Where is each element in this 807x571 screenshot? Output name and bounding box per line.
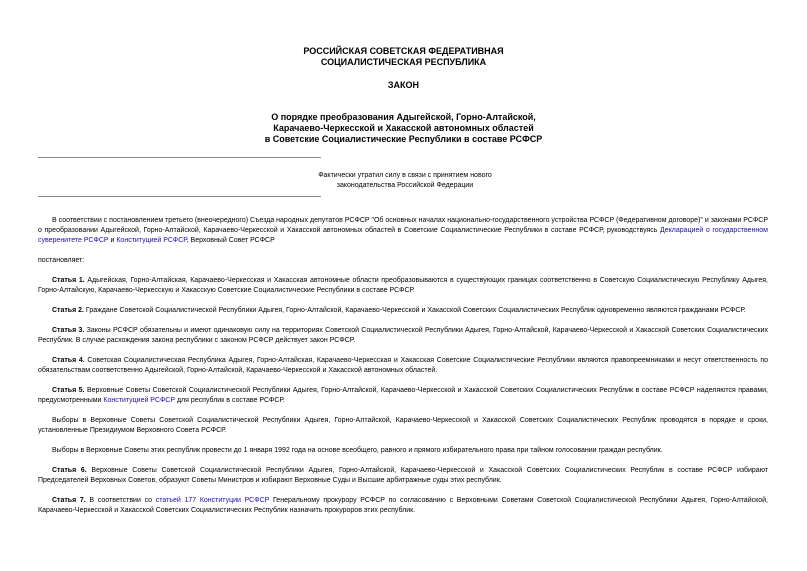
resolves-line: постановляет: [38,257,85,264]
article-6-label: Статья 6. [52,467,87,474]
article-5-label: Статья 5. [52,387,85,394]
state-name-header [0,46,807,68]
article-1 [38,276,768,296]
article-2-label: Статья 2. [52,307,84,314]
article-5-paragraph-3: Выборы в Верховные Советы этих республик провести до 1 января 1992 года на основе всеобщего, равного и прямого избирательного права при тайном голосовании граждан республик. [52,447,663,454]
preamble [38,216,768,246]
article-7-text-2: Генеральному прокурору РСФСР по согласованию с Верховными Советами Советской Социалистической Республики Адыгея, Горно-Алтайской, Карачаево-Черкесской и Хакасской Советских Социалистических Республик назначить прокуроров этих республик. [38,497,769,514]
document-title [0,112,807,145]
article-2 [38,306,768,316]
article-177-link[interactable]: статьей 177 Конституции РСФСР [155,497,270,504]
state-name-line-2: СОЦИАЛИСТИЧЕСКАЯ РЕСПУБЛИКА [320,57,487,67]
declaration-link[interactable]: Декларацией о государственном суверенитете РСФСР [38,227,768,244]
status-note-line-2: законодательства Российской Федерации [336,182,474,189]
article-7-text-1: В соответствии со [85,497,156,504]
article-3-text: Законы РСФСР обязательны и имеют одинаковую силу на территориях Советской Социалистической Республики Адыгея, Горно-Алтайской, Карачаево-Черкесской и Хакасской Советских Социалистических Республик. В случае расхождения закона республики с законом РСФСР действует закон РСФСР. [38,327,768,344]
status-note-line-1: Фактически утратил силу в связи с принятием нового [318,172,492,179]
article-3 [38,326,768,346]
document-body [38,216,768,526]
article-5 [38,386,768,406]
article-7-label: Статья 7. [52,497,86,504]
article-4 [38,356,768,376]
status-note [280,171,530,191]
divider-bottom [38,196,321,197]
article-2-text: Граждане Советской Социалистической Республики Адыгея, Горно-Алтайской, Карачаево-Черкесской и Хакасской Советских Социалистических Республик одновременно являются гражданами РСФСР. [83,307,746,314]
title-line-3: в Советские Социалистические Республики в составе РСФСР [264,134,543,144]
constitution-link[interactable]: Конституцией РСФСР [116,237,187,244]
preamble-text-2: и [108,237,117,244]
article-6-text: Верховные Советы Советской Социалистической Республики Адыгея, Горно-Алтайской, Карачаево-Черкесской и Хакасской Советских Социалистических Республик в составе РСФСР избирают Председателей Верховных Советов, образуют Советы Министров и избирают Верховные Суды и Высшие арбитражные суды этих республик. [38,467,768,484]
article-5-text-1: Верховные Советы Советской Социалистической Республики Адыгея, Горно-Алтайской, Карачаево-Черкесской и Хакасской Советских Социалистических Республик в составе РСФСР наделяются правами, предусмотренными [38,387,769,404]
document-type: ЗАКОН [387,80,420,90]
divider-top [38,157,321,158]
article-4-text: Советская Социалистическая Республика Адыгея, Горно-Алтайская, Карачаево-Черкесская и Хакасская Советские Социалистические Республики являются правопреемниками и несут ответственность по обязательствам соответственно Адыгейской, Горно-Алтайской, Карачаево-Черкесской и Хакасской автономных областей. [38,357,768,374]
article-5-text-2: для республик в составе РСФСР. [175,397,285,404]
article-5-constitution-link[interactable]: Конституцией РСФСР [103,397,176,404]
title-line-1: О порядке преобразования Адыгейской, Горно-Алтайской, [271,112,536,122]
article-1-text: Адыгейская, Горно-Алтайская, Карачаево-Черкесская и Хакасская автономные области преобразовываются в существующих границах соответственно в Советскую Социалистическую Республику Адыгея, Горно-Алтайскую, Карачаево-Черкесскую и Хакасскую Советские Социалистические Республики в составе РСФСР. [38,277,769,294]
article-6 [38,466,768,486]
article-7 [38,496,768,516]
article-3-label: Статья 3. [52,327,85,334]
state-name-line-1: РОССИЙСКАЯ СОВЕТСКАЯ ФЕДЕРАТИВНАЯ [303,46,504,56]
preamble-text-1: В соответствии с постановлением третьего (внеочередного) Съезда народных депутатов РСФСР "Об основных началах национально-государственного устройства РСФСР (Федеративном договоре)" и законами РСФСР о преобразовании Адыгейской, Горно-Алтайской, Карачаево-Черкесской и Хакасской автономных областей в Советские Социалистические Республики в составе РСФСР, руководствуясь [38,217,768,234]
preamble-text-3: , Верховный Совет РСФСР [186,237,275,244]
article-1-label: Статья 1. [52,277,85,284]
article-5-paragraph-2: Выборы в Верховные Советы Советской Социалистической Республики Адыгея, Горно-Алтайской, Карачаево-Черкесской и Хакасской Советских Социалистических Республик проводятся в порядке и сроки, установленные Президиумом Верховного Совета РСФСР. [38,417,768,434]
title-line-2: Карачаево-Черкесской и Хакасской автономных областей [273,123,534,133]
article-4-label: Статья 4. [52,357,85,364]
